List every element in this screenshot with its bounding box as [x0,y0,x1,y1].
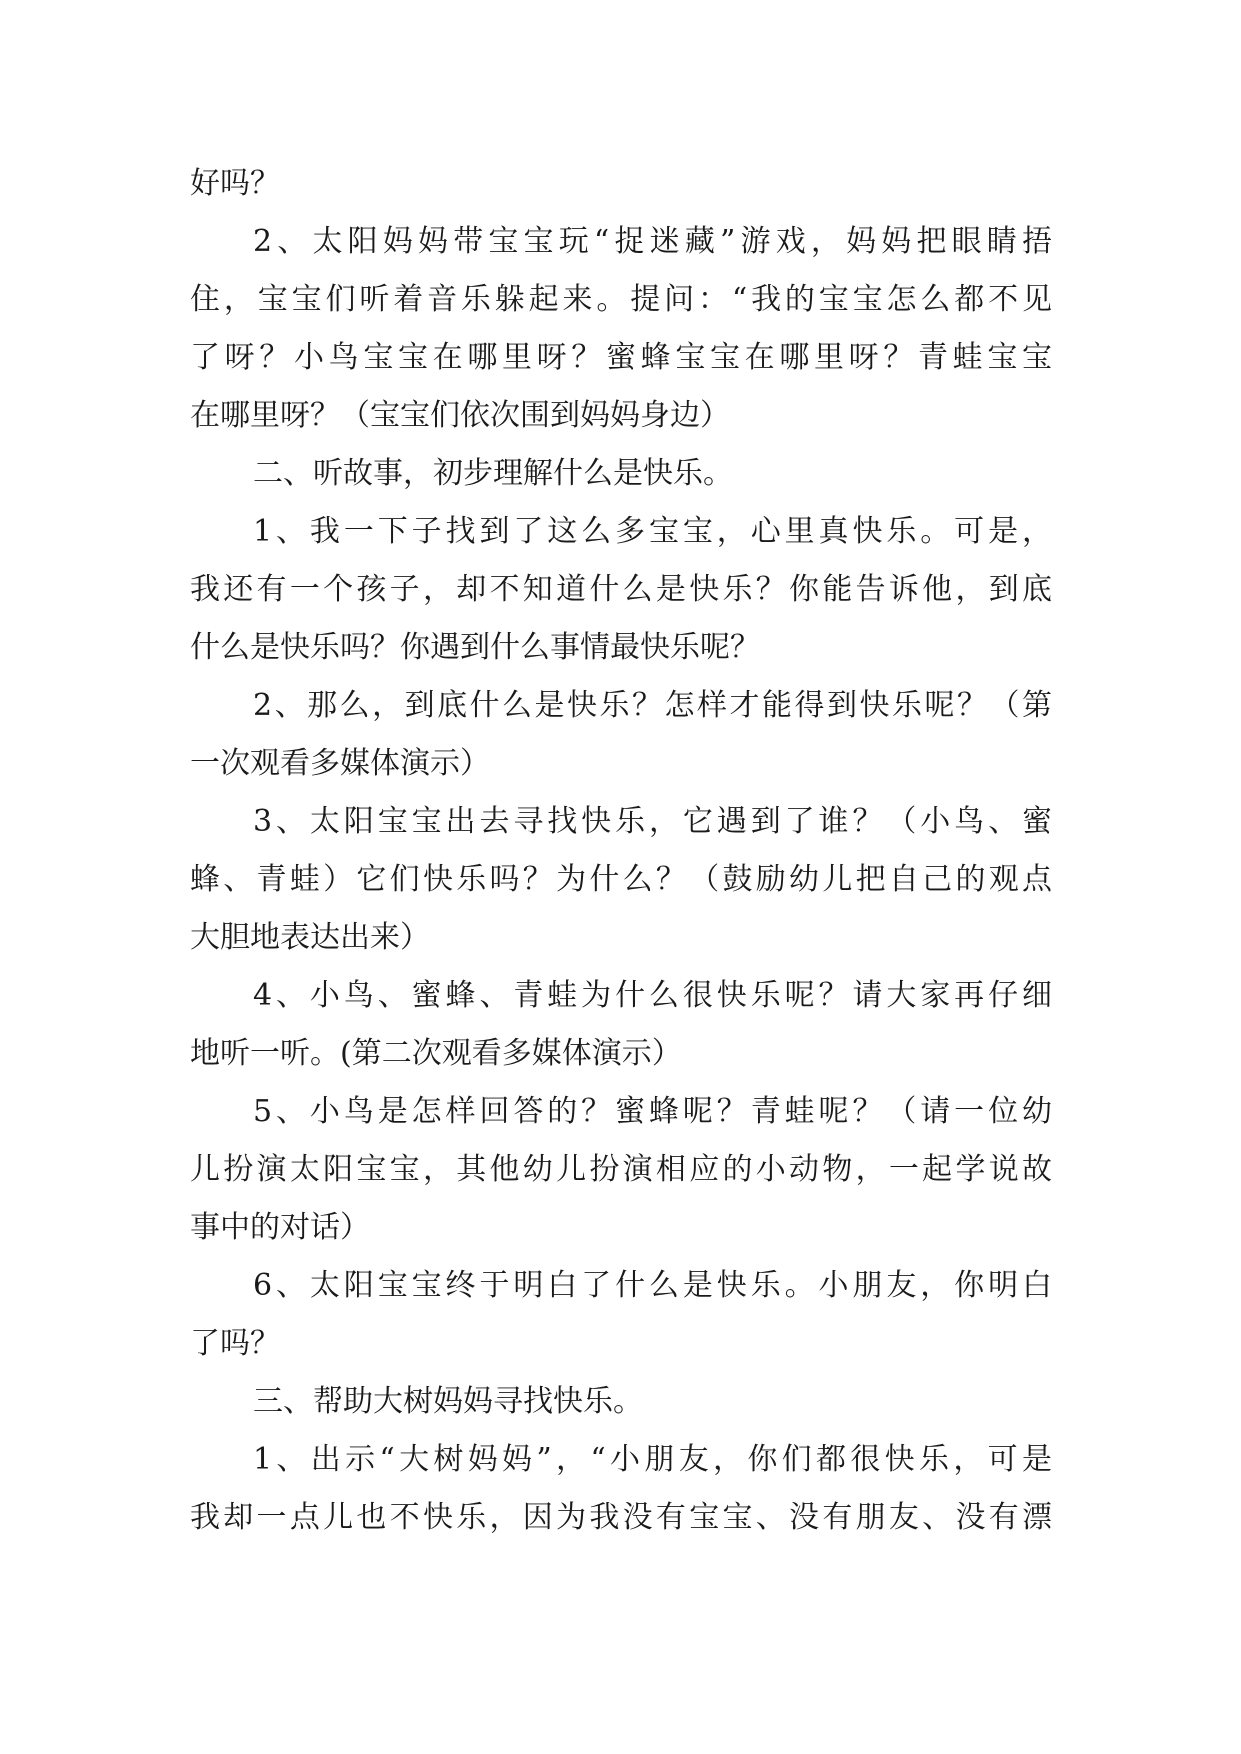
text-line: 5、小鸟是怎样回答的？蜜蜂呢？青蛙呢？（请一位幼 [253,1094,1052,1129]
text-line: 地听一听。(第二次观看多媒体演示） [190,1036,682,1071]
text-line: 了呀？小鸟宝宝在哪里呀？蜜蜂宝宝在哪里呀？青蛙宝宝 [190,340,1052,375]
text-line: 1、出示“大树妈妈”，“小朋友，你们都很快乐，可是 [253,1442,1052,1477]
text-line: 3、太阳宝宝出去寻找快乐，它遇到了谁？（小鸟、蜜 [253,804,1052,839]
text-line: 三、帮助大树妈妈寻找快乐。 [253,1384,643,1419]
text-line: 二、听故事，初步理解什么是快乐。 [253,456,733,491]
text-line: 我还有一个孩子，却不知道什么是快乐？你能告诉他，到底 [190,572,1052,607]
text-line: 在哪里呀？（宝宝们依次围到妈妈身边） [190,398,730,433]
text-line: 我却一点儿也不快乐，因为我没有宝宝、没有朋友、没有漂 [190,1500,1052,1535]
text-line: 什么是快乐吗？你遇到什么事情最快乐呢？ [190,630,760,665]
text-line: 4、小鸟、蜜蜂、青蛙为什么很快乐呢？请大家再仔细 [253,978,1052,1013]
text-line: 一次观看多媒体演示） [190,746,490,781]
text-line: 儿扮演太阳宝宝，其他幼儿扮演相应的小动物，一起学说故 [190,1152,1052,1187]
text-line: 2、太阳妈妈带宝宝玩“捉迷藏”游戏，妈妈把眼睛捂 [253,224,1052,259]
document-body [190,155,1052,1547]
text-line: 了吗？ [190,1326,280,1361]
text-line: 6、太阳宝宝终于明白了什么是快乐。小朋友，你明白 [253,1268,1052,1303]
text-line: 好吗？ [190,166,280,201]
text-line: 2、那么，到底什么是快乐？怎样才能得到快乐呢？（第 [253,688,1052,723]
text-line: 住，宝宝们听着音乐躲起来。提问：“我的宝宝怎么都不见 [190,282,1052,317]
text-line: 大胆地表达出来） [190,920,430,955]
text-line: 1、我一下子找到了这么多宝宝，心里真快乐。可是， [253,514,1052,549]
text-line: 蜂、青蛙）它们快乐吗？为什么？（鼓励幼儿把自己的观点 [190,862,1052,897]
text-line: 事中的对话） [190,1210,370,1245]
